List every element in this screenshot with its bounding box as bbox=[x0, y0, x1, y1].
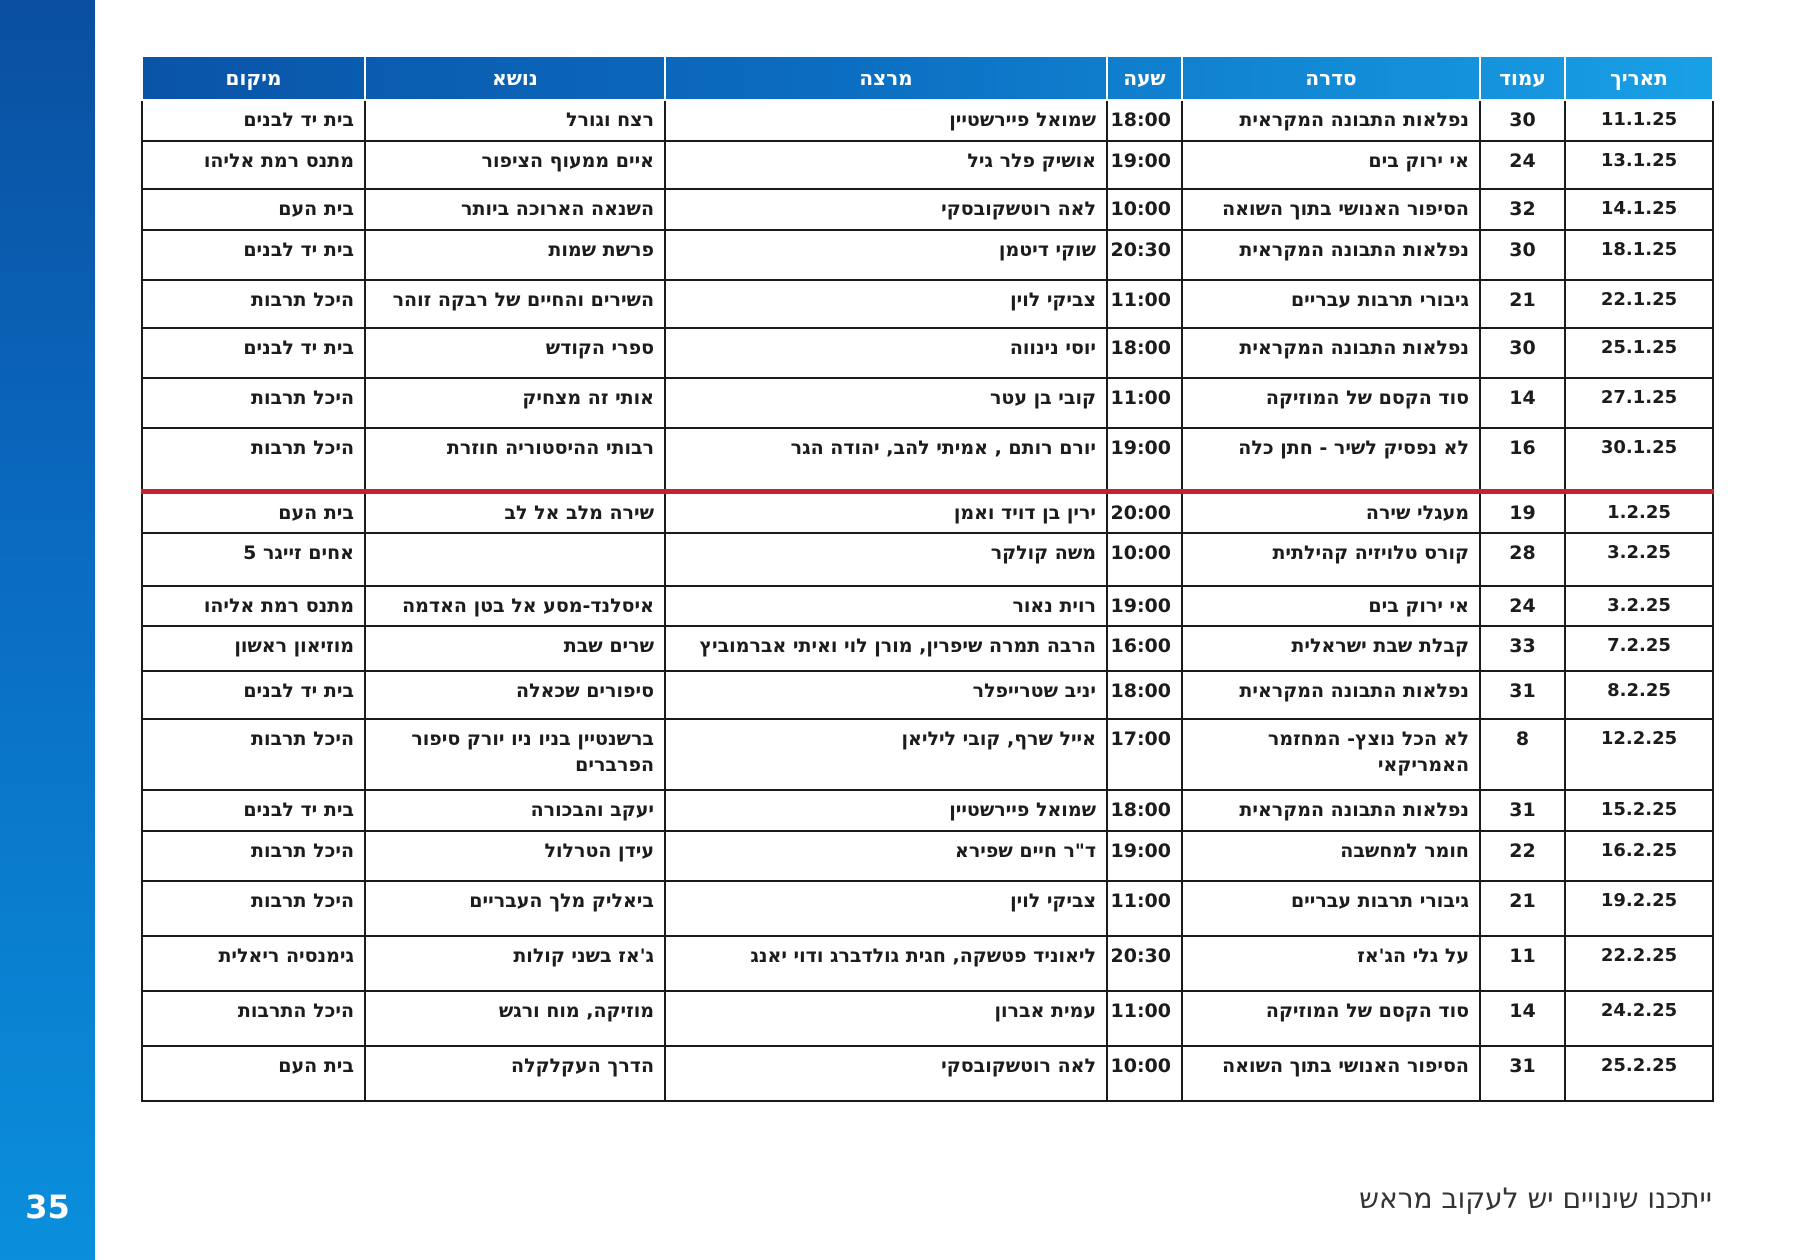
cell-lecturer: שוקי דיטמן bbox=[665, 230, 1107, 280]
table-row bbox=[142, 428, 1713, 491]
cell-page: 21 bbox=[1480, 280, 1565, 328]
cell-time: 16:00 bbox=[1107, 626, 1182, 671]
cell-page: 30 bbox=[1480, 100, 1565, 141]
cell-time: 11:00 bbox=[1107, 378, 1182, 428]
cell-time: 11:00 bbox=[1107, 881, 1182, 936]
cell-location: מוזיאון ראשון bbox=[142, 626, 365, 671]
cell-series: לא הכל נוצץ- המחזמר האמריקאי bbox=[1182, 719, 1480, 790]
cell-series: קורס טלויזיה קהילתית bbox=[1182, 533, 1480, 586]
cell-location: היכל תרבות bbox=[142, 719, 365, 790]
cell-series: חומר למחשבה bbox=[1182, 831, 1480, 881]
cell-topic: סיפורים שכאלה bbox=[365, 671, 665, 719]
cell-lecturer: ירין בן דויד ואמן bbox=[665, 491, 1107, 533]
cell-series: קבלת שבת ישראלית bbox=[1182, 626, 1480, 671]
cell-lecturer: אייל שרף, קובי ליליאן bbox=[665, 719, 1107, 790]
cell-page: 14 bbox=[1480, 991, 1565, 1046]
cell-lecturer: משה קולקר bbox=[665, 533, 1107, 586]
cell-series: סוד הקסם של המוזיקה bbox=[1182, 378, 1480, 428]
cell-page: 33 bbox=[1480, 626, 1565, 671]
table-row bbox=[142, 230, 1713, 280]
cell-series: על גלי הג'אז bbox=[1182, 936, 1480, 991]
cell-location: בית יד לבנים bbox=[142, 790, 365, 831]
cell-page: 19 bbox=[1480, 491, 1565, 533]
cell-topic: ברשנטיין בניו ניו יורק סיפור הפרברים bbox=[365, 719, 665, 790]
table-header-row bbox=[142, 56, 1713, 100]
table-row bbox=[142, 378, 1713, 428]
cell-topic: ביאליק מלך העבריים bbox=[365, 881, 665, 936]
cell-location: בית יד לבנים bbox=[142, 328, 365, 378]
cell-time: 19:00 bbox=[1107, 831, 1182, 881]
table-row bbox=[142, 881, 1713, 936]
cell-time: 18:00 bbox=[1107, 671, 1182, 719]
cell-date: 8.2.25 bbox=[1565, 671, 1713, 719]
cell-series: נפלאות התבונה המקראית bbox=[1182, 790, 1480, 831]
cell-topic: שירה מלב אל לב bbox=[365, 491, 665, 533]
cell-page: 24 bbox=[1480, 586, 1565, 626]
cell-lecturer: לאה רוטשקובסקי bbox=[665, 1046, 1107, 1101]
cell-series: נפלאות התבונה המקראית bbox=[1182, 328, 1480, 378]
cell-lecturer: יורם רותם , אמיתי להב, יהודה הגר bbox=[665, 428, 1107, 491]
cell-location: בית העם bbox=[142, 189, 365, 230]
header-series: סדרה bbox=[1182, 56, 1480, 100]
table-row bbox=[142, 328, 1713, 378]
cell-time: 10:00 bbox=[1107, 533, 1182, 586]
cell-location: גימנסיה ריאלית bbox=[142, 936, 365, 991]
cell-time: 10:00 bbox=[1107, 189, 1182, 230]
table-row bbox=[142, 936, 1713, 991]
cell-location: היכל התרבות bbox=[142, 991, 365, 1046]
cell-date: 11.1.25 bbox=[1565, 100, 1713, 141]
changes-notice: ייתכנו שינויים יש לעקוב מראש bbox=[1359, 1182, 1712, 1215]
cell-date: 15.2.25 bbox=[1565, 790, 1713, 831]
cell-topic: איסלנד-מסע אל בטן האדמה bbox=[365, 586, 665, 626]
cell-time: 17:00 bbox=[1107, 719, 1182, 790]
cell-topic: יעקב והבכורה bbox=[365, 790, 665, 831]
cell-page: 21 bbox=[1480, 881, 1565, 936]
cell-lecturer: הרבה תמרה שיפרין, מורן לוי ואיתי אברמוביץ bbox=[665, 626, 1107, 671]
table-row bbox=[142, 1046, 1713, 1101]
cell-time: 18:00 bbox=[1107, 328, 1182, 378]
table-row bbox=[142, 671, 1713, 719]
cell-series: אי ירוק בים bbox=[1182, 586, 1480, 626]
cell-time: 19:00 bbox=[1107, 586, 1182, 626]
cell-lecturer: ד"ר חיים שפירא bbox=[665, 831, 1107, 881]
cell-date: 3.2.25 bbox=[1565, 586, 1713, 626]
cell-location: אחים זייגר 5 bbox=[142, 533, 365, 586]
cell-location: בית יד לבנים bbox=[142, 230, 365, 280]
cell-lecturer: שמואל פיירשטיין bbox=[665, 790, 1107, 831]
cell-topic: ג'אז בשני קולות bbox=[365, 936, 665, 991]
cell-time: 19:00 bbox=[1107, 141, 1182, 189]
cell-page: 22 bbox=[1480, 831, 1565, 881]
cell-series: נפלאות התבונה המקראית bbox=[1182, 671, 1480, 719]
cell-topic: רצח וגורל bbox=[365, 100, 665, 141]
page-sidebar bbox=[0, 0, 95, 1260]
cell-location: היכל תרבות bbox=[142, 280, 365, 328]
cell-topic bbox=[365, 533, 665, 586]
cell-time: 20:30 bbox=[1107, 936, 1182, 991]
cell-date: 22.2.25 bbox=[1565, 936, 1713, 991]
cell-date: 14.1.25 bbox=[1565, 189, 1713, 230]
cell-page: 28 bbox=[1480, 533, 1565, 586]
cell-topic: אותי זה מצחיק bbox=[365, 378, 665, 428]
events-schedule-table bbox=[141, 55, 1714, 1102]
cell-series: הסיפור האנושי בתוך השואה bbox=[1182, 189, 1480, 230]
cell-location: היכל תרבות bbox=[142, 428, 365, 491]
cell-page: 30 bbox=[1480, 328, 1565, 378]
cell-lecturer: יוסי נינווה bbox=[665, 328, 1107, 378]
cell-location: היכל תרבות bbox=[142, 378, 365, 428]
table-row bbox=[142, 491, 1713, 533]
page-number: 35 bbox=[25, 1188, 70, 1226]
cell-lecturer: רוית נאור bbox=[665, 586, 1107, 626]
cell-page: 32 bbox=[1480, 189, 1565, 230]
cell-lecturer: שמואל פיירשטיין bbox=[665, 100, 1107, 141]
cell-location: בית יד לבנים bbox=[142, 671, 365, 719]
cell-location: בית יד לבנים bbox=[142, 100, 365, 141]
cell-location: מתנס רמת אליהו bbox=[142, 141, 365, 189]
cell-series: גיבורי תרבות עבריים bbox=[1182, 280, 1480, 328]
cell-topic: פרשת שמות bbox=[365, 230, 665, 280]
cell-topic: עידן הטרלול bbox=[365, 831, 665, 881]
cell-date: 25.1.25 bbox=[1565, 328, 1713, 378]
cell-topic: הדרך העקלקלה bbox=[365, 1046, 665, 1101]
cell-date: 7.2.25 bbox=[1565, 626, 1713, 671]
cell-topic: ספרי הקודש bbox=[365, 328, 665, 378]
cell-page: 31 bbox=[1480, 1046, 1565, 1101]
cell-location: היכל תרבות bbox=[142, 881, 365, 936]
cell-date: 24.2.25 bbox=[1565, 991, 1713, 1046]
table-row bbox=[142, 831, 1713, 881]
cell-page: 31 bbox=[1480, 790, 1565, 831]
cell-location: בית העם bbox=[142, 491, 365, 533]
header-lecturer: מרצה bbox=[665, 56, 1107, 100]
table-row bbox=[142, 586, 1713, 626]
cell-topic: מוזיקה, מוח ורגש bbox=[365, 991, 665, 1046]
cell-lecturer: צביקי לוין bbox=[665, 280, 1107, 328]
cell-date: 19.2.25 bbox=[1565, 881, 1713, 936]
cell-lecturer: קובי בן עטר bbox=[665, 378, 1107, 428]
cell-topic: איים ממעוף הציפור bbox=[365, 141, 665, 189]
table-row bbox=[142, 991, 1713, 1046]
cell-lecturer: אושיק פלר גיל bbox=[665, 141, 1107, 189]
cell-time: 11:00 bbox=[1107, 280, 1182, 328]
table-row bbox=[142, 100, 1713, 141]
cell-time: 10:00 bbox=[1107, 1046, 1182, 1101]
cell-date: 12.2.25 bbox=[1565, 719, 1713, 790]
cell-page: 14 bbox=[1480, 378, 1565, 428]
table-row bbox=[142, 189, 1713, 230]
cell-series: הסיפור האנושי בתוך השואה bbox=[1182, 1046, 1480, 1101]
cell-date: 16.2.25 bbox=[1565, 831, 1713, 881]
cell-date: 1.2.25 bbox=[1565, 491, 1713, 533]
cell-time: 20:00 bbox=[1107, 491, 1182, 533]
header-topic: נושא bbox=[365, 56, 665, 100]
cell-date: 3.2.25 bbox=[1565, 533, 1713, 586]
cell-series: נפלאות התבונה המקראית bbox=[1182, 230, 1480, 280]
cell-location: מתנס רמת אליהו bbox=[142, 586, 365, 626]
cell-page: 24 bbox=[1480, 141, 1565, 189]
cell-location: היכל תרבות bbox=[142, 831, 365, 881]
table-row bbox=[142, 141, 1713, 189]
cell-lecturer: עמית אברון bbox=[665, 991, 1107, 1046]
cell-series: לא נפסיק לשיר - חתן כלה bbox=[1182, 428, 1480, 491]
cell-time: 20:30 bbox=[1107, 230, 1182, 280]
cell-lecturer: צביקי לוין bbox=[665, 881, 1107, 936]
cell-page: 31 bbox=[1480, 671, 1565, 719]
cell-lecturer: ליאוניד פטשקה, חגית גולדברג ודוי יאנג bbox=[665, 936, 1107, 991]
cell-date: 13.1.25 bbox=[1565, 141, 1713, 189]
cell-date: 30.1.25 bbox=[1565, 428, 1713, 491]
table-row bbox=[142, 719, 1713, 790]
cell-date: 27.1.25 bbox=[1565, 378, 1713, 428]
cell-topic: שרים שבת bbox=[365, 626, 665, 671]
cell-topic: השירים והחיים של רבקה זוהר bbox=[365, 280, 665, 328]
cell-page: 30 bbox=[1480, 230, 1565, 280]
cell-page: 16 bbox=[1480, 428, 1565, 491]
cell-page: 8 bbox=[1480, 719, 1565, 790]
cell-location: בית העם bbox=[142, 1046, 365, 1101]
table-row bbox=[142, 533, 1713, 586]
cell-series: אי ירוק בים bbox=[1182, 141, 1480, 189]
cell-date: 25.2.25 bbox=[1565, 1046, 1713, 1101]
cell-time: 18:00 bbox=[1107, 790, 1182, 831]
cell-lecturer: לאה רוטשקובסקי bbox=[665, 189, 1107, 230]
header-date: תאריך bbox=[1565, 56, 1713, 100]
table-row bbox=[142, 280, 1713, 328]
cell-series: נפלאות התבונה המקראית bbox=[1182, 100, 1480, 141]
cell-time: 11:00 bbox=[1107, 991, 1182, 1046]
cell-topic: השנאה הארוכה ביותר bbox=[365, 189, 665, 230]
cell-lecturer: יניב שטרייפלר bbox=[665, 671, 1107, 719]
cell-page: 11 bbox=[1480, 936, 1565, 991]
header-time: שעה bbox=[1107, 56, 1182, 100]
cell-date: 22.1.25 bbox=[1565, 280, 1713, 328]
header-location: מיקום bbox=[142, 56, 365, 100]
cell-time: 19:00 bbox=[1107, 428, 1182, 491]
cell-series: סוד הקסם של המוזיקה bbox=[1182, 991, 1480, 1046]
cell-date: 18.1.25 bbox=[1565, 230, 1713, 280]
cell-series: גיבורי תרבות עבריים bbox=[1182, 881, 1480, 936]
header-page: עמוד bbox=[1480, 56, 1565, 100]
cell-time: 18:00 bbox=[1107, 100, 1182, 141]
table-row bbox=[142, 626, 1713, 671]
table-row bbox=[142, 790, 1713, 831]
cell-series: מעגלי שירה bbox=[1182, 491, 1480, 533]
cell-topic: רבותי ההיסטוריה חוזרת bbox=[365, 428, 665, 491]
